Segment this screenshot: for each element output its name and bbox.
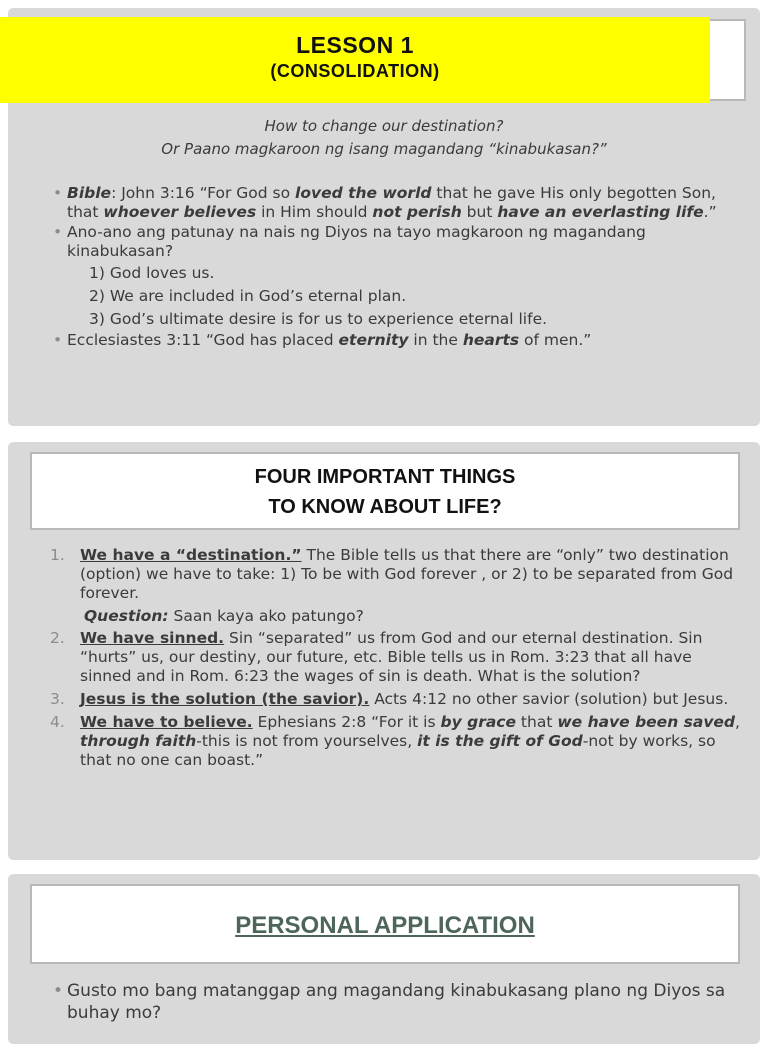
list-item-believe [50, 713, 740, 770]
title-line-1: FOUR IMPORTANT THINGS [254, 466, 516, 488]
item-text: The Bible tells us that there are “only” two destination (option) we have to take: 1) To be with God forever , or 2) to be separated from God forever. [80, 546, 734, 602]
emphasis-span: loved the world [295, 184, 432, 202]
emphasis-span: by grace [440, 713, 516, 731]
emphasis-span: it is the gift of God [417, 732, 583, 750]
lesson-title-highlight [0, 17, 710, 103]
item-number: 4. [50, 713, 65, 731]
item-number: 3. [50, 690, 65, 708]
emphasis-span: have an everlasting life [497, 203, 704, 221]
question-text: Saan kaya ako patungo? [168, 607, 364, 625]
slide-four-things [8, 442, 760, 860]
text-span: but [461, 203, 498, 221]
sub-item-3: 3) God’s ultimate desire is for us to experience eternal life. [89, 310, 548, 328]
emphasis-span: whoever believes [103, 203, 257, 221]
item-number: 1. [50, 546, 65, 564]
item-text: Sin “separated” us from God and our eternal destination. Sin “hurts” us, our destiny, our future, etc. Bible tells us in Rom. 3:23 that all have sinned and in Rom. 6:23 the wages of sin is death. What is the solution? [80, 629, 703, 685]
lesson-title: LESSON 1 [296, 32, 414, 58]
text-span: in the [408, 331, 463, 349]
four-things-list [50, 546, 740, 772]
item-heading: We have a “destination.” [80, 546, 302, 564]
four-things-title [30, 452, 740, 530]
list-item-destination [50, 546, 740, 603]
text-span: .” [703, 203, 717, 221]
item-heading: We have sinned. [80, 629, 225, 647]
emphasis-span: not perish [372, 203, 462, 221]
list-item-jesus [50, 690, 740, 709]
item-heading: Jesus is the solution (the savior). [80, 690, 370, 708]
question-label: Question: [84, 607, 169, 625]
text-span: that he gave His only begotten Son, that [67, 184, 716, 221]
bible-label: Bible [67, 184, 112, 202]
sub-item-2: 2) We are included in God’s eternal plan. [89, 287, 407, 305]
bullet-ecclesiastes [53, 331, 743, 350]
text-span: of men.” [519, 331, 592, 349]
emphasis-span: through faith [80, 732, 197, 750]
application-bullets [53, 980, 743, 1025]
item-number: 2. [50, 629, 65, 647]
emphasis-span: hearts [462, 331, 520, 349]
application-bullet-1: • Gusto mo bang matanggap ang magandang kinabukasang plano ng Diyos sa buhay mo? [53, 980, 743, 1024]
lesson-question [8, 115, 760, 161]
text-span: that [516, 713, 558, 731]
text-span: Ecclesiastes 3:11 “God has placed [67, 331, 339, 349]
text-span: : John 3:16 “For God so [111, 184, 296, 202]
text-span: -this is not from yourselves, [196, 732, 418, 750]
text-span: Ephesians 2:8 “For it is [252, 713, 441, 731]
text-span: -not by works, so that no one can boast.” [80, 732, 716, 769]
bullet-bible-verse [53, 184, 743, 222]
sub-item-1: 1) God loves us. [89, 264, 215, 282]
personal-application-title: PERSONAL APPLICATION [235, 912, 535, 939]
item-heading: We have to believe. [80, 713, 253, 731]
title-line-2: TO KNOW ABOUT LIFE? [268, 496, 502, 518]
question-line-1: How to change our destination? [264, 117, 504, 135]
question-line-2: Or Paano magkaroon ng isang magandang “kinabukasan?” [161, 140, 607, 158]
bullet-proof-question: • Ano-ano ang patunay na nais ng Diyos na tayo magkaroon ng magandang kinabukasan? [53, 223, 743, 261]
item-text: Acts 4:12 no other savior (solution) but Jesus. [369, 690, 729, 708]
emphasis-span: we have been saved [557, 713, 736, 731]
question-line [50, 607, 740, 626]
text-span: , [735, 713, 740, 731]
lesson-subtitle: (CONSOLIDATION) [270, 61, 440, 81]
personal-application-title-box [30, 884, 740, 964]
list-item-sinned [50, 629, 740, 686]
slide-personal-application [8, 874, 760, 1044]
emphasis-span: eternity [338, 331, 409, 349]
text-span: in Him should [256, 203, 373, 221]
lesson-bullets [53, 184, 743, 351]
